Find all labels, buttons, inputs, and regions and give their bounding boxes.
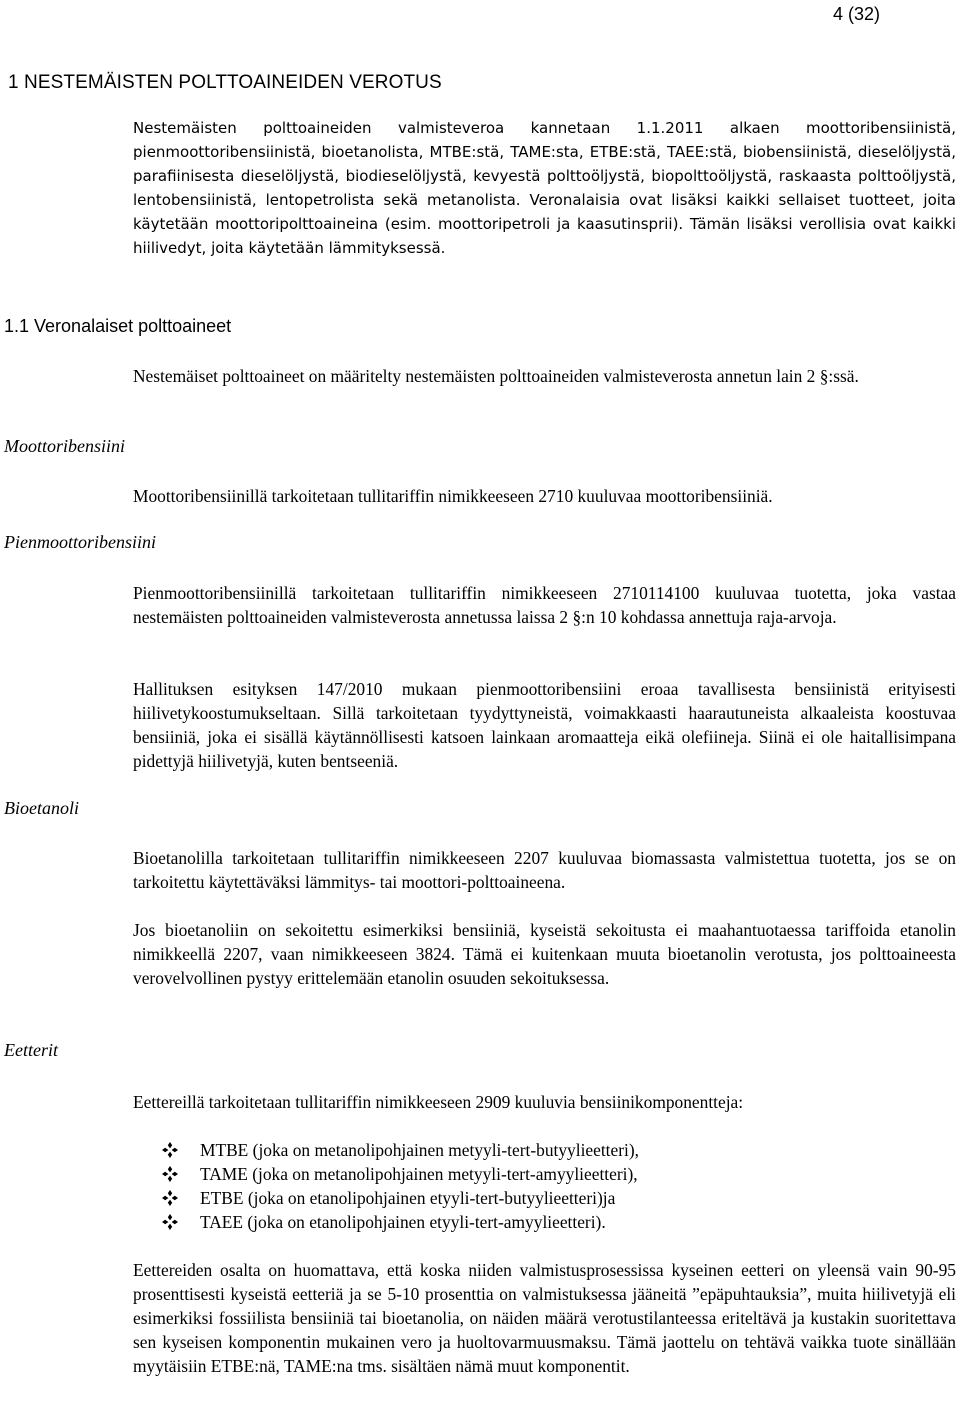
bioetanoli-paragraph-2: Jos bioetanoliin on sekoitettu esimerkiksi bensiiniä, kyseistä sekoitusta ei maahantuotaessa tariffoida etanolin nimikkeellä 2207, vaan nimikkeeseen 3824. Tämä ei kuitenkaan muuta bioetanolin verotusta, jos polttoaineesta verovelvollinen pystyy erittelemään etanolin osuuden sekoituksessa. [133,920,956,988]
diamond-bullet-icon [162,1142,178,1158]
list-item-text: TAEE (joka on etanolipohjainen etyyli-tert-amyylieetteri). [200,1212,606,1232]
side-label-pienmoottoribensiini: Pienmoottoribensiini [4,532,156,552]
page-number: 4 (32) [832,4,880,24]
list-item [162,1186,639,1210]
list-item-text: TAME (joka on metanolipohjainen metyyli-tert-amyylieetteri), [200,1164,638,1184]
main-heading: 1 NESTEMÄISTEN POLTTOAINEIDEN VEROTUS [8,72,442,93]
pienmoottoribensiini-paragraph-2: Hallituksen esityksen 147/2010 mukaan pienmoottoribensiini eroaa tavallisesta bensiinistä erityisesti hiilivetykoostumukseltaan. Sillä tarkoitetaan tyydyttyneistä, voimakkaasti haarautuneista alkaaleista koostuvaa bensiiniä, joka ei sisällä käytännöllisesti katsoen lainkaan aromaatteja eikä olefiineja. Siinä ei ole haitallisimpana pidettyjä hiilivetyjä, kuten bentseeniä. [133,679,956,771]
moottoribensiini-paragraph: Moottoribensiinillä tarkoitetaan tullitariffin nimikkeeseen 2710 kuuluvaa moottoribensiiniä. [133,486,773,506]
diamond-bullet-icon [162,1166,178,1182]
intro-paragraph: Nestemäisten polttoaineiden valmisteveroa kannetaan 1.1.2011 alkaen moottoribensiinistä, pienmoottoribensiinistä, bioetanolista, MTBE:stä, TAME:sta, ETBE:stä, TAEE:stä, biobensiinistä, dieselöljystä, parafiinisesta dieselöljystä, biodieselöljystä, kevyestä polttoöljystä, biopolttoöljystä, raskaasta polttoöljystä, lentobensiinistä, lentopetrolista sekä metanolista. Veronalaisia ovat lisäksi kaikki sellaiset tuotteet, joita käytetään moottoripolttoaineina (esim. moottoripetroli ja kaasutinsprii). Tämän lisäksi verollisia ovat kaikki hiilivedyt, joita käytetään lämmityksessä. [133,119,956,257]
list-item [162,1210,639,1234]
eetterit-list [162,1138,639,1234]
list-item-text: ETBE (joka on etanolipohjainen etyyli-tert-butyylieetteri)ja [200,1188,616,1208]
side-label-moottoribensiini: Moottoribensiini [4,436,125,456]
bioetanoli-paragraph-1: Bioetanolilla tarkoitetaan tullitariffin nimikkeeseen 2207 kuuluvaa biomassasta valmistettua tuotetta, jos se on tarkoitettu käytettäväksi lämmitys- tai moottori-polttoaineena. [133,848,956,892]
side-label-bioetanoli: Bioetanoli [4,798,79,818]
list-item [162,1138,639,1162]
diamond-bullet-icon [162,1190,178,1206]
section-intro-paragraph: Nestemäiset polttoaineet on määritelty nestemäisten polttoaineiden valmisteverosta annetun lain 2 §:ssä. [133,366,859,386]
section-heading-veronalaiset: 1.1 Veronalaiset polttoaineet [4,316,232,336]
eetterit-paragraph-1: Eettereillä tarkoitetaan tullitariffin nimikkeeseen 2909 kuuluvia bensiinikomponentteja: [133,1092,744,1112]
list-item [162,1162,639,1186]
list-item-text: MTBE (joka on metanolipohjainen metyyli-tert-butyylieetteri), [200,1140,639,1160]
eetterit-paragraph-2: Eettereiden osalta on huomattava, että koska niiden valmistusprosessissa kyseinen eetteri on yleensä vain 90-95 prosenttisesti kyseistä eetteriä ja se 5-10 prosenttia on valmistuksessa jääneitä ”epäpuhtauksia”, muita hiilivetyjä eli esimerkiksi fossiilista bensiiniä tai bioetanolia, on näiden määrä verotustilanteessa eriteltävä ja kustakin suoritettava sen kyseisen komponentin mukainen vero ja huoltovarmuusmaksu. Tämä jaottelu on tehtävä vaikka tuote sinällään myytäisiin ETBE:nä, TAME:na tms. sisältäen nämä muut komponentit. [133,1260,956,1376]
diamond-bullet-icon [162,1214,178,1230]
pienmoottoribensiini-paragraph-1: Pienmoottoribensiinillä tarkoitetaan tullitariffin nimikkeeseen 2710114100 kuuluvaa tuotetta, joka vastaa nestemäisten polttoaineiden valmisteverosta annetussa laissa 2 §:n 10 kohdassa annettuja raja-arvoja. [133,583,956,627]
side-label-eetterit: Eetterit [4,1040,58,1060]
